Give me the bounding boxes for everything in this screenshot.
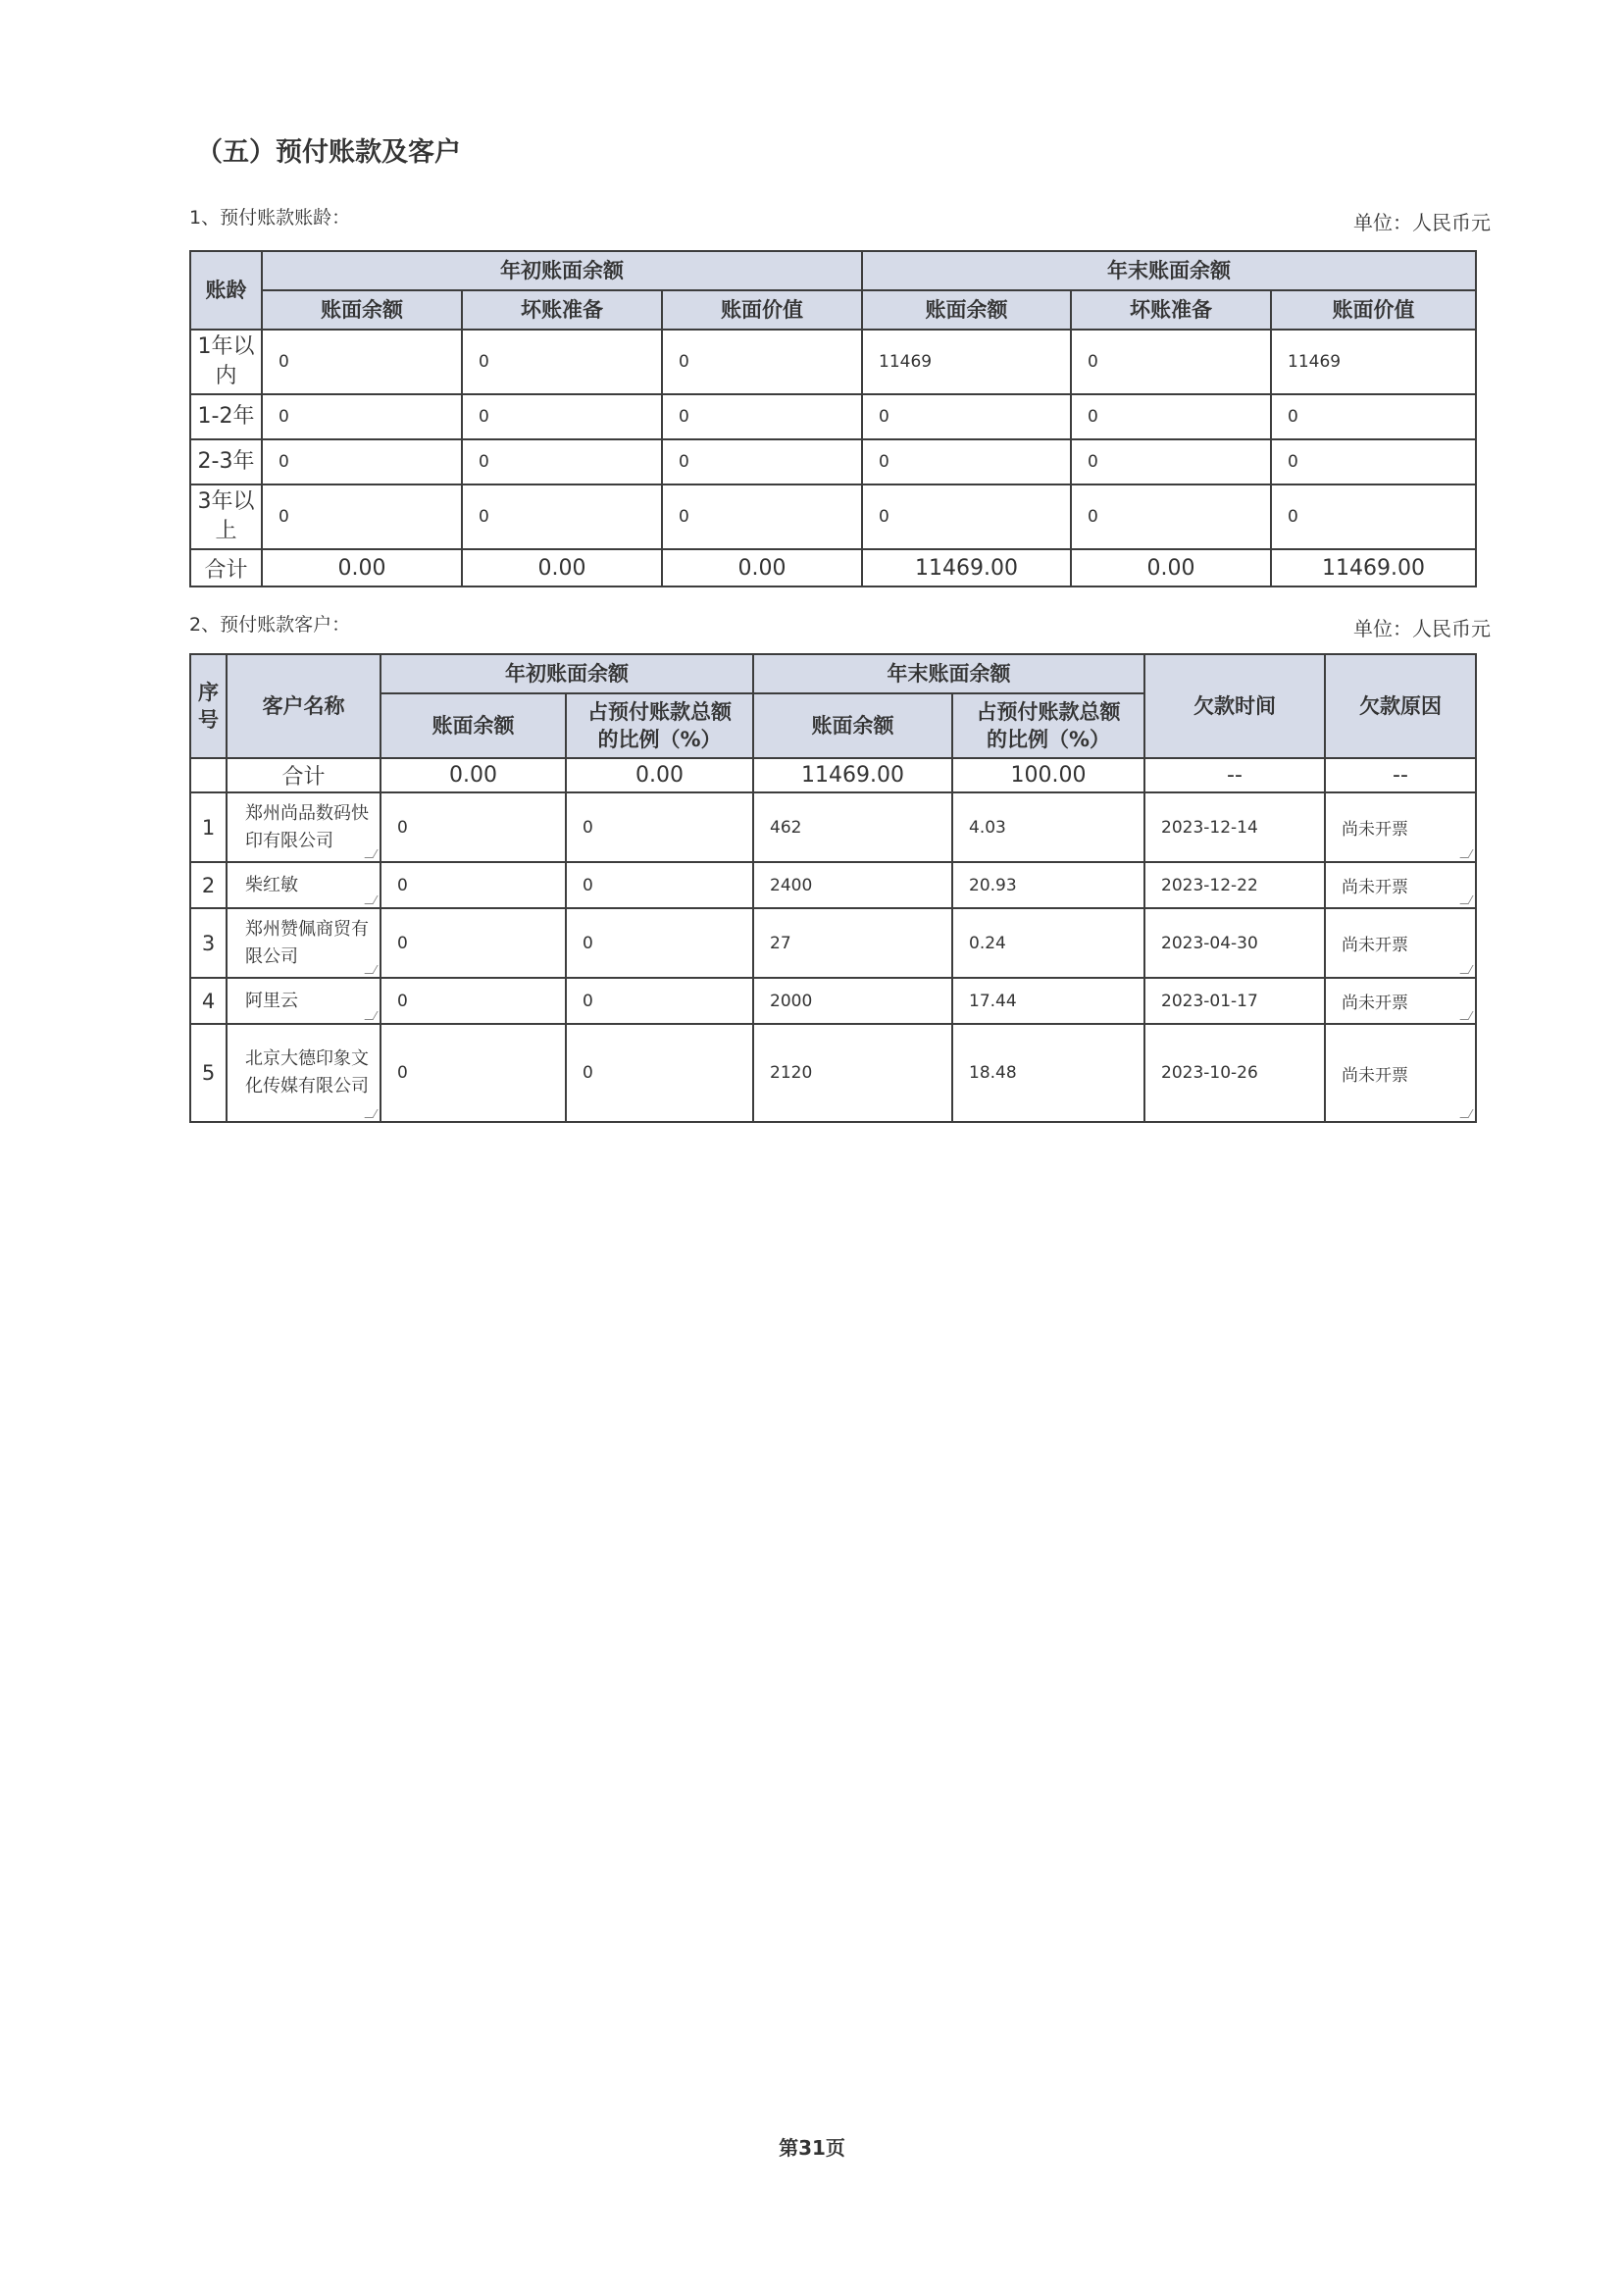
aging-table xyxy=(189,250,1477,587)
column-header: 账面价值 xyxy=(662,290,862,330)
cell-value: 0 xyxy=(1271,394,1476,439)
page-number: 第31页 xyxy=(779,2136,845,2160)
resize-grip-icon xyxy=(364,1011,378,1020)
cell-value: 0 xyxy=(662,484,862,549)
group-end-header: 年末账面余额 xyxy=(753,654,1144,693)
start-balance-header: 账面余额 xyxy=(381,693,566,758)
row-label: 1-2年 xyxy=(190,394,262,439)
total-row xyxy=(190,549,1476,586)
cell-value: 2000 xyxy=(753,978,952,1024)
cell-value: 2023-01-17 xyxy=(1144,978,1325,1024)
cell-value: 0.24 xyxy=(952,908,1144,978)
table-row xyxy=(190,439,1476,484)
cell-value: 0 xyxy=(662,330,862,394)
resize-grip-icon xyxy=(1459,895,1473,904)
resize-grip-icon xyxy=(364,1109,378,1118)
total-index xyxy=(190,758,227,792)
cell-value: 0 xyxy=(462,439,662,484)
table-row xyxy=(190,1024,1476,1122)
cell-value: 0 xyxy=(1271,439,1476,484)
start-ratio-header: 占预付账款总额的比例（%） xyxy=(566,693,753,758)
row-index: 5 xyxy=(190,1024,227,1122)
customer-name: 阿里云 xyxy=(245,990,298,1011)
total-row xyxy=(190,758,1476,792)
cell-value: 20.93 xyxy=(952,862,1144,908)
resize-grip-icon xyxy=(364,965,378,974)
customer-name: 郑州赞佩商贸有限公司 xyxy=(245,918,369,967)
row-label: 1年以内 xyxy=(190,330,262,394)
debt-reason: 尚未开票 xyxy=(1342,878,1408,897)
cell-value: 0 xyxy=(262,330,462,394)
total-value: 0.00 xyxy=(381,758,566,792)
total-value: 11469.00 xyxy=(862,549,1071,586)
cell-value: 0 xyxy=(381,792,566,862)
table-row xyxy=(190,978,1476,1024)
total-label: 合计 xyxy=(227,758,381,792)
cell-value: 0 xyxy=(662,394,862,439)
cell-value: 17.44 xyxy=(952,978,1144,1024)
table-row xyxy=(190,394,1476,439)
customer-name: 郑州尚品数码快印有限公司 xyxy=(245,802,369,851)
table2-unit: 单位：人民币元 xyxy=(1353,617,1491,640)
row-index: 2 xyxy=(190,862,227,908)
table-row xyxy=(190,792,1476,862)
group-end-header: 年末账面余额 xyxy=(862,251,1476,290)
debt-time-header: 欠款时间 xyxy=(1144,654,1325,758)
aging-header: 账龄 xyxy=(190,251,262,330)
cell-value: 2023-04-30 xyxy=(1144,908,1325,978)
cell-value: 0 xyxy=(1071,330,1271,394)
column-header: 账面余额 xyxy=(862,290,1071,330)
total-value: 0.00 xyxy=(262,549,462,586)
cell-value: 0 xyxy=(381,978,566,1024)
row-label: 3年以上 xyxy=(190,484,262,549)
cell-value: 2120 xyxy=(753,1024,952,1122)
row-index: 3 xyxy=(190,908,227,978)
cell-value: 0 xyxy=(381,1024,566,1122)
cell-value: 0 xyxy=(662,439,862,484)
cell-value: 0 xyxy=(566,978,753,1024)
end-ratio-header: 占预付账款总额的比例（%） xyxy=(952,693,1144,758)
debt-reason: 尚未开票 xyxy=(1342,994,1408,1013)
cell-value: 0 xyxy=(262,484,462,549)
cell-value: 11469 xyxy=(862,330,1071,394)
cell-value: 0 xyxy=(262,439,462,484)
cell-value: 0 xyxy=(381,862,566,908)
cell-value: 0 xyxy=(462,484,662,549)
cell-value: 18.48 xyxy=(952,1024,1144,1122)
table-row xyxy=(190,862,1476,908)
cell-value: 0 xyxy=(1071,484,1271,549)
cell-value: 0 xyxy=(381,908,566,978)
cell-value: 2023-12-14 xyxy=(1144,792,1325,862)
total-value: 100.00 xyxy=(952,758,1144,792)
resize-grip-icon xyxy=(1459,849,1473,858)
table1-caption: 1、预付账款账龄： xyxy=(189,207,351,229)
total-value: 0.00 xyxy=(462,549,662,586)
cell-value: 0 xyxy=(262,394,462,439)
debt-reason-header: 欠款原因 xyxy=(1325,654,1476,758)
column-header: 坏账准备 xyxy=(1071,290,1271,330)
total-value: 0.00 xyxy=(566,758,753,792)
table1-unit: 单位：人民币元 xyxy=(1353,211,1491,234)
cell-value: 4.03 xyxy=(952,792,1144,862)
customer-name-header: 客户名称 xyxy=(227,654,381,758)
cell-value: 0 xyxy=(566,1024,753,1122)
group-start-header: 年初账面余额 xyxy=(381,654,753,693)
resize-grip-icon xyxy=(1459,1011,1473,1020)
cell-value: 0 xyxy=(462,394,662,439)
group-start-header: 年初账面余额 xyxy=(262,251,862,290)
row-label: 2-3年 xyxy=(190,439,262,484)
customer-name: 北京大德印象文化传媒有限公司 xyxy=(245,1048,369,1096)
row-index: 4 xyxy=(190,978,227,1024)
cell-value: 2023-12-22 xyxy=(1144,862,1325,908)
cell-value: 0 xyxy=(566,908,753,978)
cell-value: 0 xyxy=(862,439,1071,484)
cell-value: 27 xyxy=(753,908,952,978)
total-value: 0.00 xyxy=(662,549,862,586)
total-value: 0.00 xyxy=(1071,549,1271,586)
cell-value: 462 xyxy=(753,792,952,862)
total-value: -- xyxy=(1144,758,1325,792)
cell-value: 0 xyxy=(862,484,1071,549)
debt-reason: 尚未开票 xyxy=(1342,820,1408,840)
cell-value: 0 xyxy=(566,792,753,862)
table-row xyxy=(190,484,1476,549)
total-label: 合计 xyxy=(190,549,262,586)
column-header: 账面余额 xyxy=(262,290,462,330)
resize-grip-icon xyxy=(364,849,378,858)
customer-table xyxy=(189,653,1477,1123)
end-balance-header: 账面余额 xyxy=(753,693,952,758)
table2-caption: 2、预付账款客户： xyxy=(189,614,351,636)
row-index: 1 xyxy=(190,792,227,862)
debt-reason: 尚未开票 xyxy=(1342,936,1408,955)
resize-grip-icon xyxy=(1459,1109,1473,1118)
cell-value: 0 xyxy=(1071,439,1271,484)
cell-value: 2023-10-26 xyxy=(1144,1024,1325,1122)
resize-grip-icon xyxy=(1459,965,1473,974)
cell-value: 0 xyxy=(566,862,753,908)
table-row xyxy=(190,908,1476,978)
total-value: 11469.00 xyxy=(753,758,952,792)
cell-value: 2400 xyxy=(753,862,952,908)
total-value: 11469.00 xyxy=(1271,549,1476,586)
section-title: （五）预付账款及客户 xyxy=(196,137,461,168)
cell-value: 0 xyxy=(1271,484,1476,549)
cell-value: 0 xyxy=(862,394,1071,439)
index-header-text: 序号 xyxy=(198,680,219,732)
table-row xyxy=(190,330,1476,394)
index-header xyxy=(190,654,227,758)
column-header: 坏账准备 xyxy=(462,290,662,330)
cell-value: 0 xyxy=(1071,394,1271,439)
customer-name: 柴红敏 xyxy=(245,874,298,895)
cell-value: 11469 xyxy=(1271,330,1476,394)
total-value: -- xyxy=(1325,758,1476,792)
debt-reason: 尚未开票 xyxy=(1342,1065,1408,1086)
column-header: 账面价值 xyxy=(1271,290,1476,330)
resize-grip-icon xyxy=(364,895,378,904)
cell-value: 0 xyxy=(462,330,662,394)
